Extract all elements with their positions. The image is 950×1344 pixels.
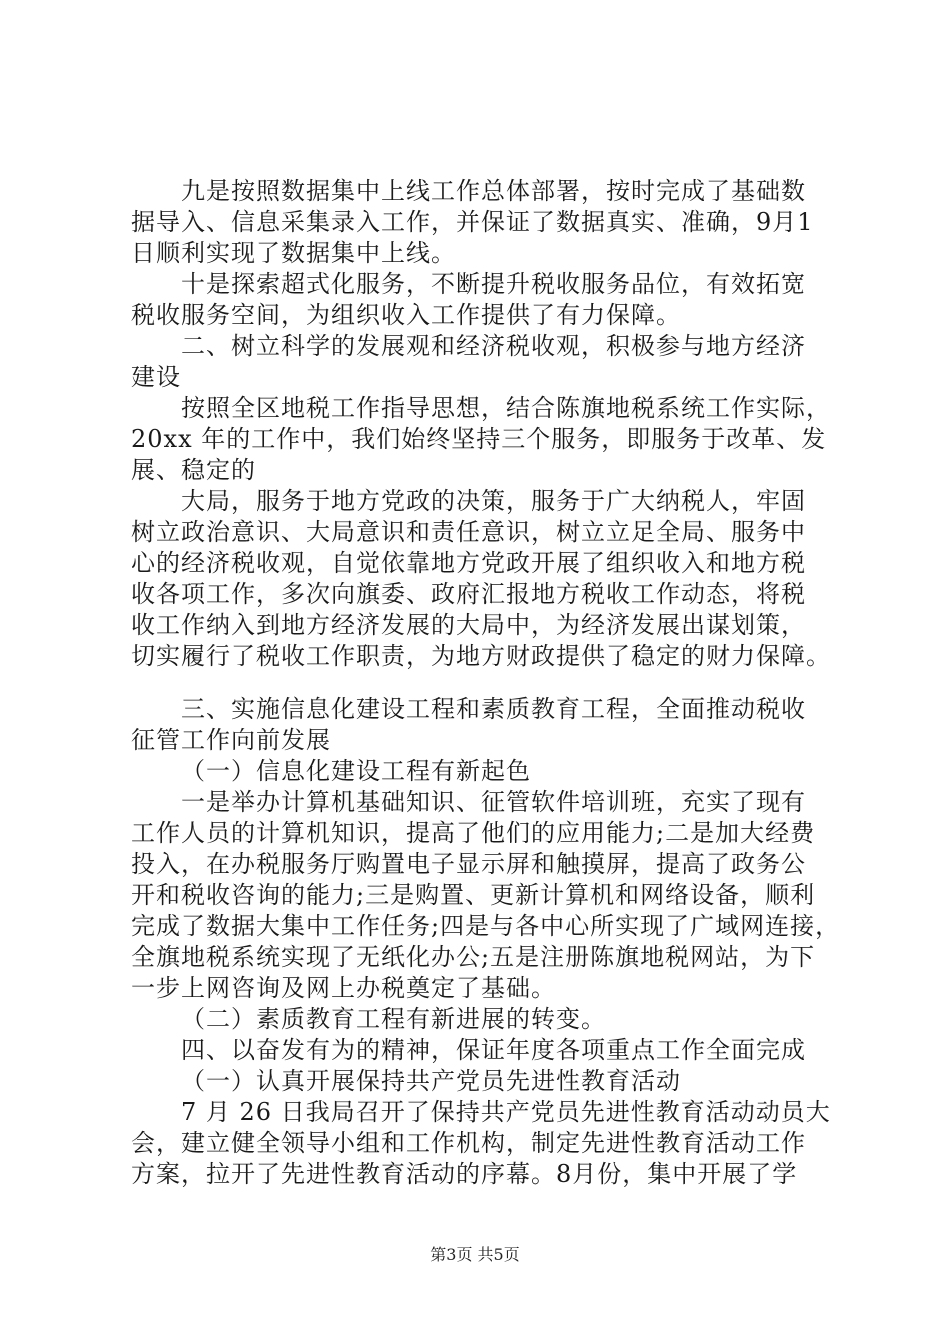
text-line: 收工作纳入到地方经济发展的大局中，为经济发展出谋划策， [131,611,806,639]
paragraph-gap [131,672,831,694]
text-line: 一是举办计算机基础知识、征管软件培训班，充实了现有 [181,788,806,816]
text-line: （二）素质教育工程有新进展的转变。 [181,1005,606,1033]
text-line: （一）认真开展保持共产党员先进性教育活动 [181,1067,681,1095]
text-line: 建设 [131,363,181,391]
text-line: 大局，服务于地方党政的决策，服务于广大纳税人，牢固 [181,487,806,515]
text-line: 展、稳定的 [131,456,256,484]
text-line: 二、树立科学的发展观和经济税收观，积极参与地方经济 [181,332,806,360]
text-line: 树立政治意识、大局意识和责任意识，树立立足全局、服务中 [131,518,806,546]
text-line: 开和税收咨询的能力;三是购置、更新计算机和网络设备，顺利 [131,881,816,909]
text-line: 九是按照数据集中上线工作总体部署，按时完成了基础数 [181,177,806,205]
text-line: 完成了数据大集中工作任务;四是与各中心所实现了广域网连接， [131,912,841,940]
text-line: 日顺利实现了数据集中上线。 [131,239,456,267]
text-line: 征管工作向前发展 [131,726,331,754]
text-line: 据导入、信息采集录入工作，并保证了数据真实、准确，9月1 [131,208,814,236]
text-line: 投入，在办税服务厅购置电子显示屏和触摸屏，提高了政务公 [131,850,806,878]
text-line: 一步上网咨询及网上办税奠定了基础。 [131,974,556,1002]
text-line: 四、以奋发有为的精神，保证年度各项重点工作全面完成 [181,1036,806,1064]
text-line: 方案，拉开了先进性教育活动的序幕。8月份，集中开展了学 [131,1160,798,1188]
text-line: 十是探索超式化服务，不断提升税收服务品位，有效拓宽 [181,270,806,298]
text-line: 切实履行了税收工作职责，为地方财政提供了稳定的财力保障。 [131,642,831,670]
text-line: 会，建立健全领导小组和工作机构，制定先进性教育活动工作 [131,1129,806,1157]
text-line: 7 月 26 日我局召开了保持共产党员先进性教育活动动员大 [181,1098,831,1126]
text-line: 按照全区地税工作指导思想，结合陈旗地税系统工作实际， [181,394,831,422]
text-line: （一）信息化建设工程有新起色 [181,757,531,785]
text-line: 工作人员的计算机知识，提高了他们的应用能力;二是加大经费 [131,819,816,847]
document-body [131,176,841,1190]
text-line: 心的经济税收观，自觉依靠地方党政开展了组织收入和地方税 [131,549,806,577]
text-line: 收各项工作，多次向旗委、政府汇报地方税收工作动态，将税 [131,580,806,608]
text-line: 20xx 年的工作中，我们始终坚持三个服务，即服务于改革、发 [131,425,827,453]
text-line: 税收服务空间，为组织收入工作提供了有力保障。 [131,301,681,329]
text-line: 三、实施信息化建设工程和素质教育工程，全面推动税收 [181,695,806,723]
page-footer: 第3页 共5页 [430,1245,520,1264]
text-line: 全旗地税系统实现了无纸化办公;五是注册陈旗地税网站，为下 [131,943,816,971]
